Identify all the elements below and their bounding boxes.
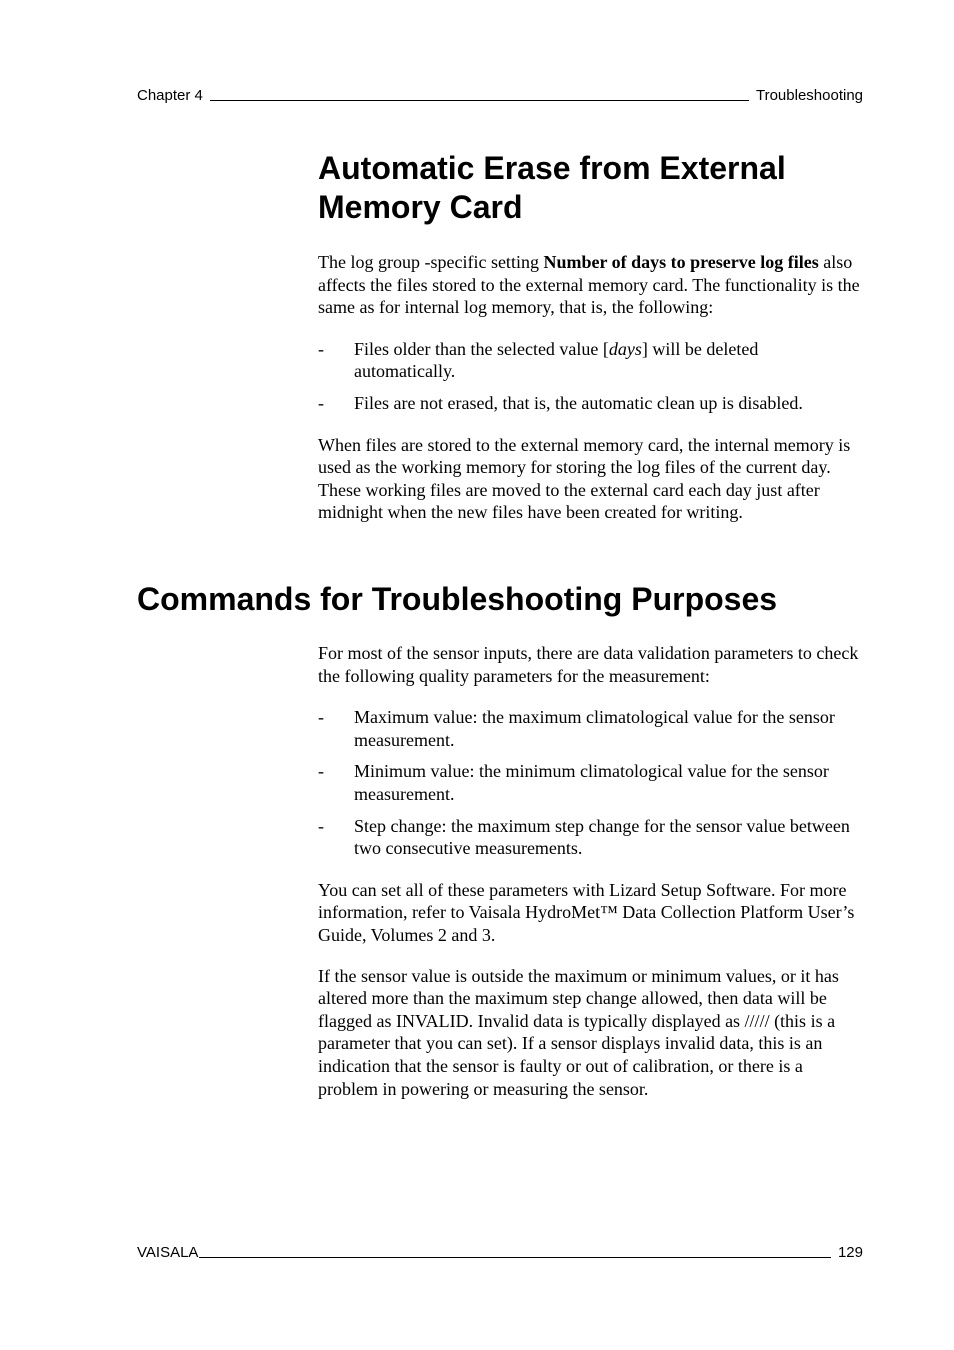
- list-item: - Files older than the selected value [days] will be deleted automatically.: [318, 338, 759, 382]
- list-item: - Maximum value: the maximum climatological value for the sensor measurement.: [318, 707, 835, 750]
- auto-erase-paragraph: When files are stored to the external memory card, the internal memory is used as the working memory for storing the log files of the current day. These working files are moved to the external card each day just after midnight when the new files have been created for writing.: [318, 434, 851, 523]
- chapter-label: Chapter 4: [137, 87, 203, 104]
- section-title-auto-erase: Automatic Erase from External Memory Card: [318, 150, 786, 225]
- section-title-commands: Commands for Troubleshooting Purposes: [137, 581, 778, 617]
- page-number: 129: [837, 1244, 863, 1261]
- page-header: [137, 88, 863, 103]
- header-rule: [210, 100, 749, 101]
- footer-rule: [199, 1257, 831, 1258]
- auto-erase-intro: The log group -specific setting Number of days to preserve log files also affects the files stored to the external memory card. The functionality is the same as for internal log memory, that is, the following:: [318, 252, 860, 318]
- list-item: - Step change: the maximum step change for the sensor value between two consecutive measurements.: [318, 815, 850, 859]
- commands-intro: For most of the sensor inputs, there are data validation parameters to check the following quality parameters for the measurement:: [318, 643, 859, 686]
- list-item: - Minimum value: the minimum climatological value for the sensor measurement.: [318, 761, 829, 804]
- commands-body: [318, 642, 863, 1100]
- commands-paragraph: If the sensor value is outside the maximum or minimum values, or it has altered more than the maximum step change allowed, then data will be flagged as INVALID. Invalid data is typically displayed as ///// (this is a parameter that you can set). If a sensor displays invalid data, this is an indication that the sensor is faulty or out of calibration, or there is a problem in powering or measuring the sensor.: [318, 965, 839, 1099]
- commands-paragraph: You can set all of these parameters with Lizard Setup Software. For more information, refer to Vaisala HydroMet™ Data Collection Platform User’s Guide, Volumes 2 and 3.: [318, 879, 855, 945]
- footer-brand: VAISALA: [137, 1244, 199, 1261]
- setting-name: Number of days to preserve log files: [543, 252, 819, 272]
- list-item: - Files are not erased, that is, the automatic clean up is disabled.: [318, 392, 803, 413]
- section-label: Troubleshooting: [755, 87, 863, 104]
- page-footer: [137, 1245, 863, 1260]
- auto-erase-body: [318, 251, 863, 524]
